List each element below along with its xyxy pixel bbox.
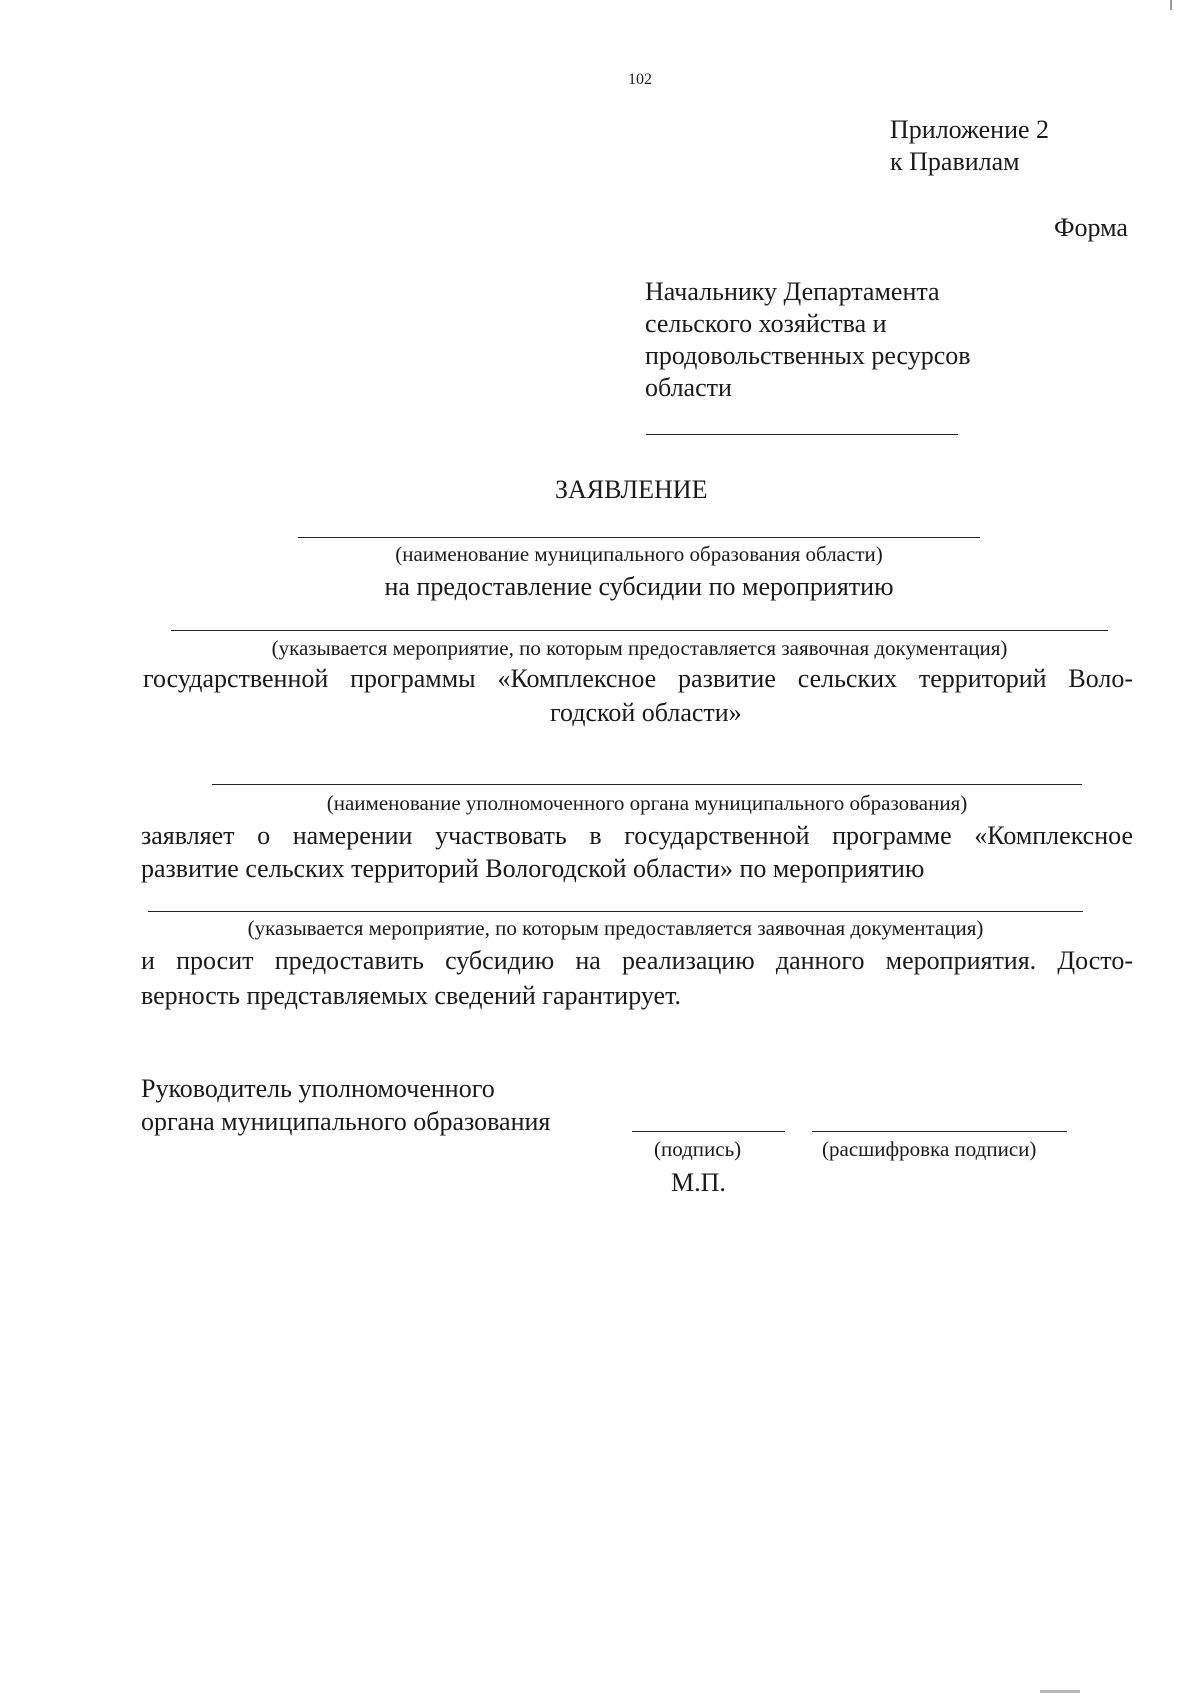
addressee-line-4: области xyxy=(645,373,732,402)
program-text-line-2: годской области» xyxy=(550,698,742,727)
scan-mark-bottom xyxy=(1040,1690,1080,1693)
event-caption-1: (указывается мероприятие, по которым предоставляется заявочная документация) xyxy=(271,636,1008,660)
seal-label: М.П. xyxy=(671,1168,726,1197)
appendix-line-1: Приложение 2 xyxy=(890,115,1050,144)
signature-blank-line xyxy=(632,1131,785,1132)
addressee-line-3: продовольственных ресурсов xyxy=(645,341,971,370)
document-subtitle: на предоставление субсидии по мероприятию xyxy=(384,572,894,601)
page-number: 102 xyxy=(628,71,652,88)
signatory-line-1: Руководитель уполномоченного xyxy=(141,1074,495,1103)
form-label: Форма xyxy=(1054,213,1128,242)
addressee-line-1: Начальнику Департамента xyxy=(645,277,940,306)
addressee-name-blank-line xyxy=(646,434,958,435)
event-blank-line-2 xyxy=(148,911,1083,912)
municipality-caption: (наименование муниципального образования области) xyxy=(395,542,883,566)
signature-caption: (подпись) xyxy=(654,1137,742,1161)
municipality-blank-line xyxy=(298,537,980,538)
document-title: ЗАЯВЛЕНИЕ xyxy=(555,475,708,504)
program-text-line-1: государственной программы «Комплексное развитие сельских территорий Воло- xyxy=(143,664,1133,693)
scan-mark-top xyxy=(1170,0,1172,10)
signatory-line-2: органа муниципального образования xyxy=(141,1107,551,1136)
declare-text-line-2: развитие сельских территорий Вологодской области» по мероприятию xyxy=(141,854,925,883)
authority-blank-line xyxy=(212,784,1082,785)
event-blank-line-1 xyxy=(171,630,1108,631)
decoding-blank-line xyxy=(812,1131,1067,1132)
event-caption-2: (указывается мероприятие, по которым предоставляется заявочная документация) xyxy=(247,916,984,940)
request-text-line-2: верность представляемых сведений гарантирует. xyxy=(141,981,681,1010)
authority-caption: (наименование уполномоченного органа муниципального образования) xyxy=(326,791,968,815)
addressee-line-2: сельского хозяйства и xyxy=(645,309,887,338)
appendix-line-2: к Правилам xyxy=(890,147,1020,176)
declare-text-line-1: заявляет о намерении участвовать в государственной программе «Комплексное xyxy=(141,821,1133,850)
decoding-caption: (расшифровка подписи) xyxy=(822,1137,1037,1161)
request-text-line-1: и просит предоставить субсидию на реализацию данного мероприятия. Досто- xyxy=(141,946,1133,975)
